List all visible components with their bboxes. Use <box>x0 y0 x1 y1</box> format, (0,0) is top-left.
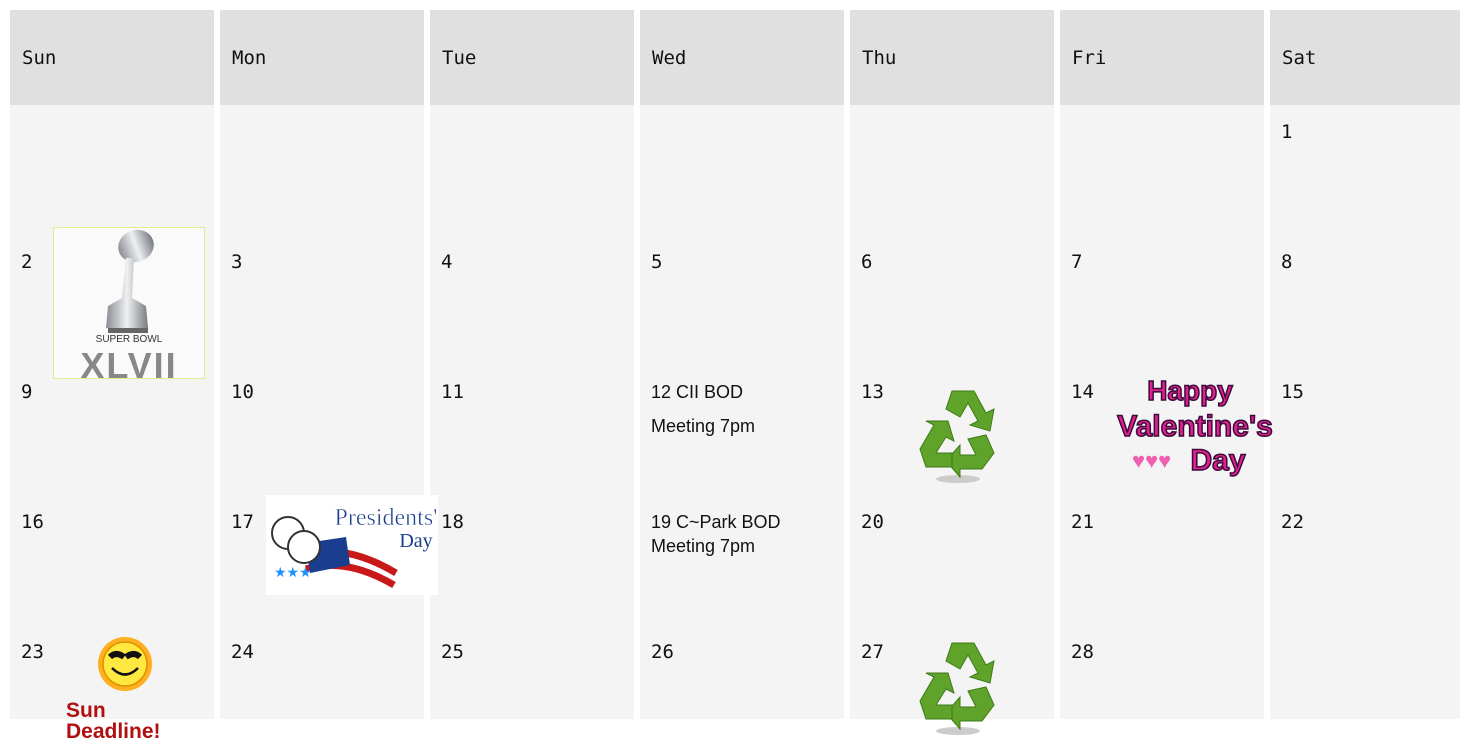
recycle-icon <box>912 637 1004 737</box>
day-cell[interactable] <box>1270 235 1460 365</box>
valentine-line1: Happy <box>1147 375 1233 406</box>
day-cell[interactable] <box>220 625 424 719</box>
valentine-line2: Valentine's <box>1117 410 1273 443</box>
day-cell[interactable] <box>10 495 214 625</box>
day-number: 25 <box>441 641 464 663</box>
presidents-day-icon <box>266 495 438 595</box>
day-cell[interactable] <box>1270 105 1460 235</box>
deadline-line2: Deadline! <box>66 720 161 743</box>
day-cell[interactable] <box>1060 495 1264 625</box>
day-cell[interactable] <box>850 235 1054 365</box>
day-cell-empty <box>10 105 214 235</box>
presidents-line1: Presidents' <box>334 505 438 531</box>
weekday-sun: Sun <box>10 10 214 105</box>
day-cell[interactable] <box>850 625 1054 719</box>
day-cell[interactable] <box>430 495 634 625</box>
day-number: 3 <box>231 251 243 273</box>
day-cell-empty <box>850 105 1054 235</box>
week-row <box>10 235 1460 378</box>
day-cell[interactable] <box>1060 625 1264 719</box>
day-number: 14 <box>1071 381 1094 403</box>
day-cell[interactable] <box>430 625 634 719</box>
day-number: 23 <box>21 641 44 663</box>
weekday-mon: Mon <box>220 10 424 105</box>
weekday-fri: Fri <box>1060 10 1264 105</box>
presidents-line2: Day <box>399 530 433 552</box>
day-number: 5 <box>651 251 663 273</box>
event-title: 12 CII BOD <box>651 382 744 402</box>
day-cell[interactable] <box>640 625 844 719</box>
day-number: 20 <box>861 511 884 533</box>
day-cell-empty <box>220 105 424 235</box>
day-number: 24 <box>231 641 254 663</box>
day-cell[interactable] <box>1060 235 1264 365</box>
weekday-tue: Tue <box>430 10 634 105</box>
day-cell[interactable] <box>220 235 424 365</box>
day-cell[interactable] <box>1060 365 1273 495</box>
week-row <box>10 495 1460 625</box>
day-cell-empty <box>430 105 634 235</box>
day-number: 28 <box>1071 641 1094 663</box>
hearts-icon: ♥♥♥ <box>1132 448 1172 473</box>
day-cell-empty <box>1270 625 1460 719</box>
deadline-line1: Sun <box>66 699 106 722</box>
day-number: 4 <box>441 251 453 273</box>
day-cell[interactable] <box>850 365 1054 495</box>
day-cell[interactable] <box>10 235 214 378</box>
event-time: Meeting 7pm <box>651 536 756 556</box>
day-number: 18 <box>441 511 464 533</box>
day-number: 26 <box>651 641 674 663</box>
day-cell[interactable] <box>640 495 844 625</box>
event-time: Meeting 7pm <box>651 416 756 436</box>
day-number: 27 <box>861 641 884 663</box>
day-cell[interactable] <box>10 625 214 743</box>
day-number: 16 <box>21 511 44 533</box>
day-number: 1 <box>1281 121 1293 143</box>
valentine-banner-icon <box>1110 370 1280 480</box>
day-cell[interactable] <box>430 235 634 365</box>
day-number: 11 <box>441 381 464 403</box>
day-cell[interactable] <box>640 365 844 495</box>
day-cell[interactable] <box>220 365 424 495</box>
week-row <box>10 365 1460 495</box>
valentine-line3: Day <box>1190 444 1246 477</box>
day-number: 10 <box>231 381 254 403</box>
weekday-sat: Sat <box>1270 10 1460 105</box>
day-cell[interactable] <box>640 235 844 365</box>
day-number: 13 <box>861 381 884 403</box>
weekday-thu: Thu <box>850 10 1054 105</box>
day-number: 6 <box>861 251 873 273</box>
day-number: 17 <box>231 511 254 533</box>
deadline-note <box>66 700 161 742</box>
smiley-sun-icon <box>96 635 154 693</box>
day-number: 7 <box>1071 251 1083 273</box>
weekday-wed: Wed <box>640 10 844 105</box>
day-number: 21 <box>1071 511 1094 533</box>
week-row <box>10 105 1460 235</box>
weekday-header-row <box>10 10 1460 105</box>
day-cell[interactable] <box>1270 365 1460 495</box>
week-row <box>10 625 1460 743</box>
trophy-caption-top: SUPER BOWL <box>95 334 163 345</box>
day-number: 8 <box>1281 251 1293 273</box>
stars-icon: ★★★ <box>274 564 312 580</box>
day-cell[interactable] <box>1270 495 1460 625</box>
day-number: 15 <box>1281 381 1304 403</box>
calendar <box>10 10 1460 743</box>
day-cell[interactable] <box>850 495 1054 625</box>
day-number: 2 <box>21 251 33 273</box>
day-cell[interactable] <box>220 495 438 625</box>
day-number: 9 <box>21 381 33 403</box>
recycle-icon <box>912 385 1004 485</box>
day-cell-empty <box>1060 105 1264 235</box>
day-cell[interactable] <box>10 365 214 495</box>
trophy-caption-bottom: XLVII <box>80 345 178 378</box>
event-title: 19 C~Park BOD <box>651 512 781 532</box>
super-bowl-trophy-icon <box>54 228 204 378</box>
day-cell[interactable] <box>430 365 634 495</box>
day-cell-empty <box>640 105 844 235</box>
day-number: 22 <box>1281 511 1304 533</box>
